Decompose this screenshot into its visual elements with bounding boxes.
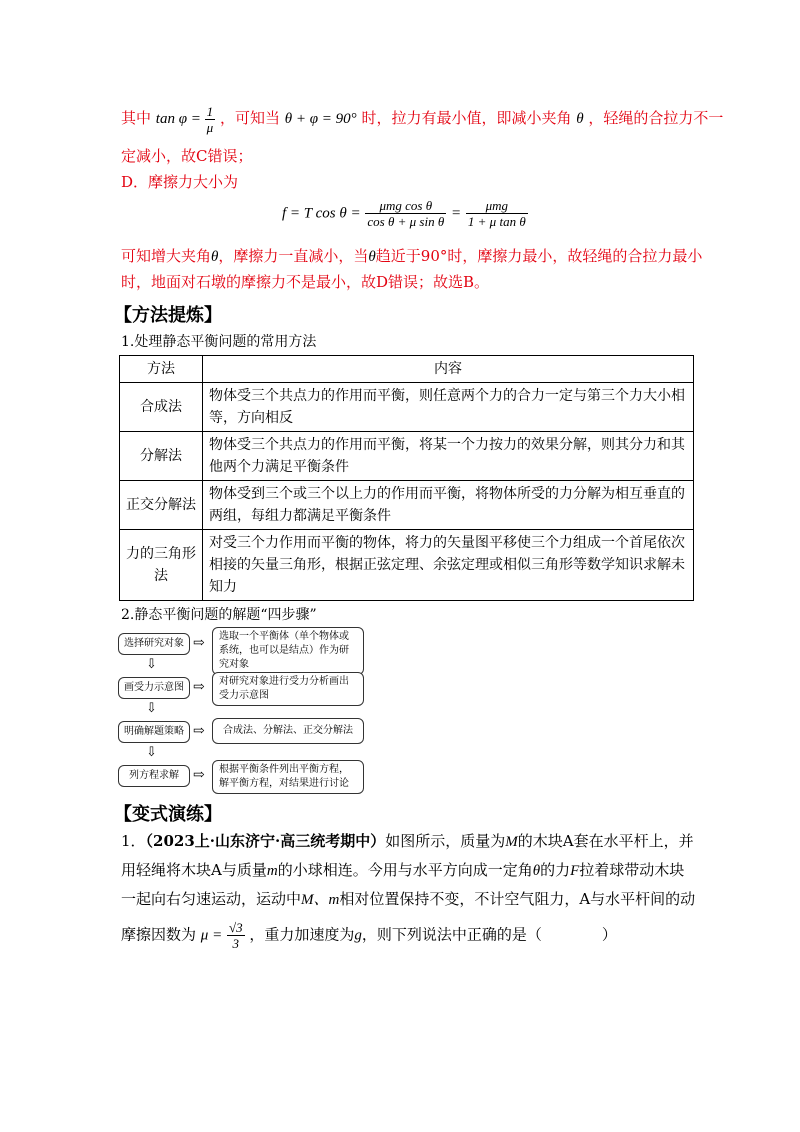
method-cell: 合成法 (120, 383, 203, 432)
arrow-down-icon: ⇩ (146, 701, 157, 716)
step-label: 明确解题策略 (118, 721, 190, 743)
table-row (120, 383, 694, 432)
question-line: 1．（2023上·山东济宁·高三统考期中）如图所示，质量为M的木块A套在水平杆上，并 (121, 832, 694, 850)
arrow-down-icon: ⇩ (146, 745, 157, 760)
solution-line-4: 可知增大夹角θ，摩擦力一直减小，当θ趋近于90°时，摩擦力最小，故轻绳的合拉力最小 (121, 247, 703, 265)
question-line: 用轻绳将木块A与质量m的小球相连。今用与水平方向成一定角θ的力F拉着球带动木块 (121, 861, 685, 879)
question-1 (121, 831, 696, 951)
four-steps-flowchart (118, 627, 378, 792)
friction-formula: f = T cos θ = $\frac{\text{μmg cos θ}}{\text{cos θ + μ sin θ}}$ = $\frac{\text{μmg}}{\text{1 + μ tan θ}}$ (282, 198, 526, 229)
subheading-steps: 2.静态平衡问题的解题“四步骤” (121, 607, 317, 623)
step-label: 选择研究对象 (118, 633, 190, 655)
solution-line-1: 其中 tan φ = $\frac{1}{\mu}$ ，可知当 θ + φ = 90° 时，拉力有最小值，即减小夹角 θ ，轻绳的合拉力不一 (121, 104, 724, 135)
section-title-methods: 【方法提炼】 (114, 305, 222, 326)
content-cell: 物体受到三个或三个以上力的作用而平衡，将物体所受的力分解为相互垂直的两组，每组力都满足平衡条件 (203, 481, 694, 530)
solution-line-3: D．摩擦力大小为 (121, 173, 239, 191)
solution-line-5: 时，地面对石墩的摩擦力不是最小，故D错误；故选B。 (121, 273, 490, 291)
question-line: 摩擦因数为 μ = $\frac{√3}{3}$ ，重力加速度为g，则下列说法中正确的是（ ） (121, 920, 617, 951)
step-desc: 选取一个平衡体（单个物体或系统，也可以是结点）作为研究对象 (212, 627, 364, 675)
arrow-down-icon: ⇩ (146, 657, 157, 672)
content-cell: 物体受三个共点力的作用而平衡，将某一个力按力的效果分解，则其分力和其他两个力满足平衡条件 (203, 432, 694, 481)
table-row (120, 530, 694, 601)
table-row (120, 481, 694, 530)
table-header-row (120, 356, 694, 383)
content-cell: 对受三个力作用而平衡的物体，将力的矢量图平移使三个力组成一个首尾依次相接的矢量三角形，根据正弦定理、余弦定理或相似三角形等数学知识求解未知力 (203, 530, 694, 601)
step-desc: 合成法、分解法、正交分解法 (212, 718, 364, 744)
method-cell: 正交分解法 (120, 481, 203, 530)
angle-sum: θ + φ = 90° (284, 110, 357, 127)
header-content: 内容 (203, 356, 694, 383)
content-cell: 物体受三个共点力的作用而平衡，则任意两个力的合力一定与第三个力大小相等，方向相反 (203, 383, 694, 432)
step-desc: 根据平衡条件列出平衡方程，解平衡方程，对结果进行讨论 (212, 760, 364, 794)
tan-formula: tan φ = $\frac{1}{\mu}$ (155, 104, 214, 135)
subheading-methods: 1.处理静态平衡问题的常用方法 (121, 334, 317, 350)
arrow-right-icon: ⇨ (193, 767, 205, 783)
arrow-right-icon: ⇨ (193, 635, 205, 651)
table-row (120, 432, 694, 481)
header-method: 方法 (120, 356, 203, 383)
section-title-exercises: 【变式演练】 (114, 804, 222, 825)
question-line: 一起向右匀速运动，运动中M、m相对位置保持不变，不计空气阻力，A与水平杆间的动 (121, 890, 696, 908)
step-label: 列方程求解 (118, 765, 190, 787)
step-label: 画受力示意图 (118, 677, 190, 699)
step-desc: 对研究对象进行受力分析画出受力示意图 (212, 672, 364, 706)
method-cell: 力的三角形法 (120, 530, 203, 601)
method-cell: 分解法 (120, 432, 203, 481)
methods-table (119, 355, 694, 601)
text: 其中 (121, 108, 152, 127)
arrow-right-icon: ⇨ (193, 723, 205, 739)
arrow-right-icon: ⇨ (193, 679, 205, 695)
solution-line-2: 定减小，故C错误； (121, 147, 253, 165)
